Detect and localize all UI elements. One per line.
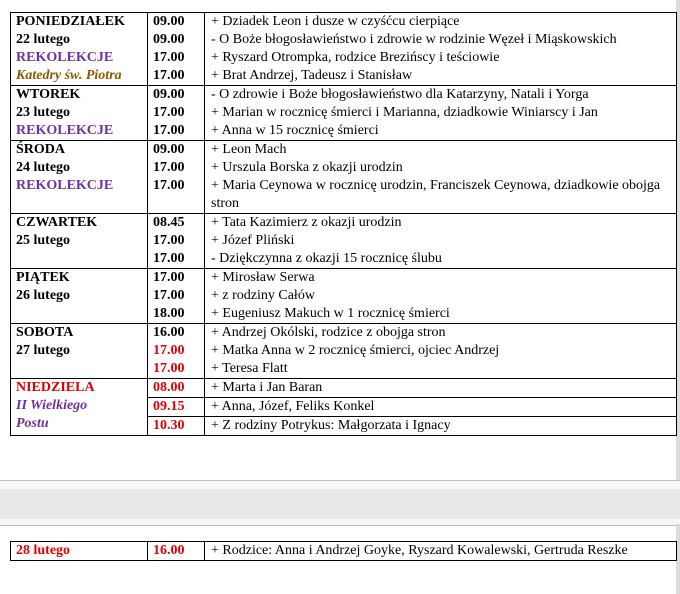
- time-cell: [148, 86, 205, 141]
- mass-intention: + z rodziny Całów: [211, 288, 315, 303]
- day-cell: [11, 13, 148, 86]
- mass-time: 08.00: [153, 380, 185, 395]
- time-cell: [148, 269, 205, 324]
- time-cell: [148, 13, 205, 86]
- day-cell: [11, 214, 148, 269]
- mass-time: 17.00: [153, 178, 185, 193]
- mass-intention: + Maria Ceynowa w rocznicę urodzin, Franciszek Ceynowa, dziadkowie obojga stron: [211, 178, 661, 211]
- mass-time: 09.00: [153, 32, 185, 47]
- mass-time: 17.00: [153, 105, 185, 120]
- day-name: WTOREK: [16, 87, 81, 102]
- day-cell: [11, 141, 148, 214]
- day-cell: [11, 269, 148, 324]
- mass-time: 17.00: [153, 361, 185, 376]
- mass-intention: + Mirosław Serwa: [211, 270, 315, 285]
- day-row-thursday: [11, 214, 677, 269]
- mass-intention: + Anna, Józef, Feliks Konkel: [211, 399, 375, 414]
- mass-time: 16.00: [153, 543, 185, 558]
- mass-time: 08.45: [153, 215, 185, 230]
- time-cell: [148, 542, 205, 561]
- mass-intentions-table: [10, 12, 677, 436]
- intention-cell: [205, 269, 677, 324]
- day-row-monday: [11, 13, 677, 86]
- mass-intention: - Dziękczynna z okazji 15 rocznicę ślubu: [211, 251, 442, 266]
- day-row-continuation: [11, 542, 677, 561]
- day-row-wednesday: [11, 141, 677, 214]
- mass-intention: + Teresa Flatt: [211, 361, 288, 376]
- intention-cell: [205, 141, 677, 214]
- mass-time: 17.00: [153, 233, 185, 248]
- page-break: [0, 480, 680, 526]
- day-date: 26 lutego: [16, 288, 71, 303]
- intention-cell: [205, 417, 677, 436]
- time-cell: [148, 324, 205, 379]
- day-date: 22 lutego: [16, 32, 71, 47]
- mass-intention: + Dziadek Leon i dusze w czyśćcu cierpiące: [211, 14, 460, 29]
- retreat-label: REKOLEKCJE: [16, 178, 114, 193]
- mass-time: 17.00: [153, 123, 185, 138]
- mass-intention: + Z rodziny Potrykus: Małgorzata i Ignacy: [211, 418, 451, 433]
- mass-time: 17.00: [153, 251, 185, 266]
- retreat-place: Katedry św. Piotra: [16, 68, 122, 83]
- mass-time: 17.00: [153, 160, 185, 175]
- intention-cell: [205, 324, 677, 379]
- day-cell: [11, 324, 148, 379]
- time-cell: [148, 417, 205, 436]
- mass-time: 17.00: [153, 68, 185, 83]
- intention-cell: [205, 214, 677, 269]
- retreat-label: REKOLEKCJE: [16, 123, 114, 138]
- mass-time: 17.00: [153, 288, 185, 303]
- mass-intention: + Marian w rocznicę śmierci i Marianna, dziadkowie Winiarscy i Jan: [211, 105, 598, 120]
- sunday-note: II Wielkiego Postu: [16, 398, 88, 431]
- mass-intention: + Leon Mach: [211, 142, 287, 157]
- mass-intention: + Tata Kazimierz z okazji urodzin: [211, 215, 402, 230]
- mass-intention: + Józef Pliński: [211, 233, 295, 248]
- mass-intention: + Urszula Borska z okazji urodzin: [211, 160, 403, 175]
- mass-intention: + Anna w 15 rocznicę śmierci: [211, 123, 379, 138]
- mass-time: 17.00: [153, 343, 185, 358]
- day-date: 24 lutego: [16, 160, 71, 175]
- mass-intention: + Eugeniusz Makuch w 1 rocznicę śmierci: [211, 306, 450, 321]
- day-cell: [11, 379, 148, 436]
- mass-intention: + Brat Andrzej, Tadeusz i Stanisław: [211, 68, 413, 83]
- day-date: 27 lutego: [16, 343, 71, 358]
- mass-intention: - O zdrowie i Boże błogosławieństwo dla Katarzyny, Natali i Yorga: [211, 87, 589, 102]
- day-name: CZWARTEK: [16, 215, 98, 230]
- day-name: PIĄTEK: [16, 270, 70, 285]
- mass-time: 16.00: [153, 325, 185, 340]
- day-name: NIEDZIELA: [16, 380, 95, 395]
- mass-time: 09.00: [153, 87, 185, 102]
- mass-time: 09.00: [153, 14, 185, 29]
- day-date: 28 lutego: [16, 543, 71, 558]
- intention-cell: [205, 398, 677, 417]
- day-row-tuesday: [11, 86, 677, 141]
- day-date: 25 lutego: [16, 233, 71, 248]
- day-cell: [11, 86, 148, 141]
- mass-intention: + Ryszard Otrompka, rodzice Brezińscy i teściowie: [211, 50, 500, 65]
- time-cell: [148, 141, 205, 214]
- mass-time: 17.00: [153, 270, 185, 285]
- time-cell: [148, 214, 205, 269]
- day-name: ŚRODA: [16, 142, 66, 157]
- mass-time: 09.00: [153, 142, 185, 157]
- time-cell: [148, 398, 205, 417]
- day-cell: [11, 542, 148, 561]
- day-name: PONIEDZIAŁEK: [16, 14, 125, 29]
- day-name: SOBOTA: [16, 325, 74, 340]
- intention-cell: [205, 542, 677, 561]
- day-row-sunday: [11, 379, 677, 398]
- mass-intention: + Andrzej Okólski, rodzice z obojga stron: [211, 325, 446, 340]
- continuation-table: [10, 541, 677, 561]
- day-row-friday: [11, 269, 677, 324]
- day-date: 23 lutego: [16, 105, 71, 120]
- day-row-saturday: [11, 324, 677, 379]
- mass-time: 18.00: [153, 306, 185, 321]
- time-cell: [148, 379, 205, 398]
- intention-cell: [205, 379, 677, 398]
- mass-intention: + Marta i Jan Baran: [211, 380, 323, 395]
- mass-intention: + Matka Anna w 2 rocznicę śmierci, ojciec Andrzej: [211, 343, 500, 358]
- mass-intention: + Rodzice: Anna i Andrzej Goyke, Ryszard Kowalewski, Gertruda Reszke: [211, 543, 628, 558]
- mass-time: 09.15: [153, 399, 185, 414]
- mass-time: 10.30: [153, 418, 185, 433]
- retreat-label: REKOLEKCJE: [16, 50, 114, 65]
- mass-time: 17.00: [153, 50, 185, 65]
- mass-intention: - O Boże błogosławieństwo i zdrowie w rodzinie Węzeł i Miąskowskich: [211, 32, 617, 47]
- intention-cell: [205, 86, 677, 141]
- intention-cell: [205, 13, 677, 86]
